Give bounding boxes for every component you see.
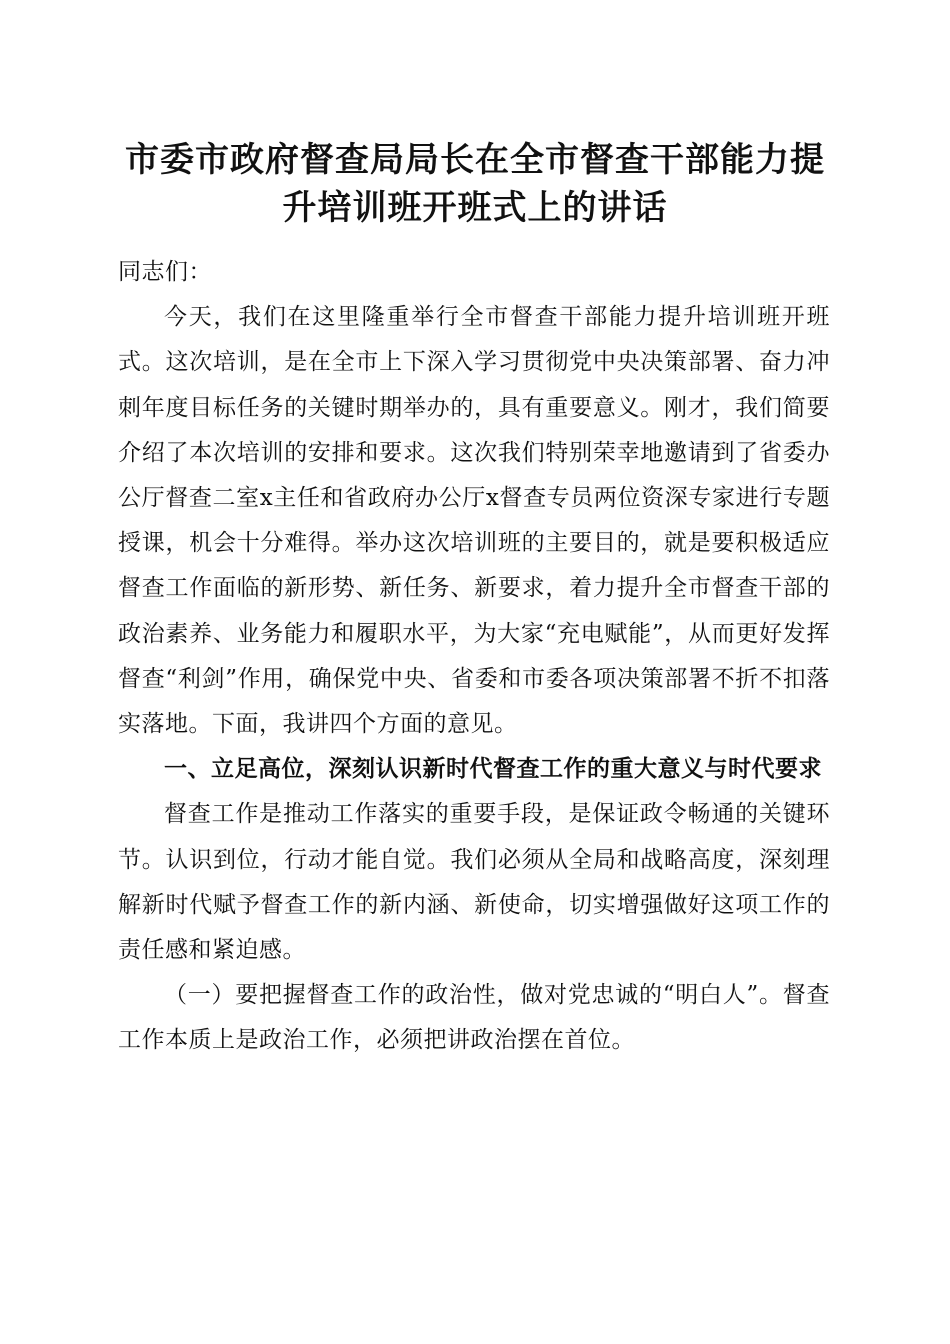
document-body — [118, 250, 830, 1064]
section-1-paragraph: 督查工作是推动工作落实的重要手段，是保证政令畅通的关键环节。认识到位，行动才能自觉。我们必须从全局和战略高度，深刻理解新时代赋予督查工作的新内涵、新使命，切实增强做好这项工作的责任感和紧迫感。 — [118, 801, 830, 964]
section-1-heading: 一、立足高位，深刻认识新时代督查工作的重大意义与时代要求 — [164, 756, 822, 783]
intro-paragraph: 今天，我们在这里隆重举行全市督查干部能力提升培训班开班式。这次培训，是在全市上下深入学习贯彻党中央决策部署、奋力冲刺年度目标任务的关键时期举办的，具有重要意义。刚才，我们简要介绍了本次培训的安排和要求。这次我们特别荣幸地邀请到了省委办公厅督查二室x主任和省政府办公厅x督查专员两位资深专家进行专题授课，机会十分难得。举办这次培训班的主要目的，就是要积极适应督查工作面临的新形势、新任务、新要求，着力提升全市督查干部的政治素养、业务能力和履职水平，为大家“充电赋能”，从而更好发挥督查“利剑”作用，确保党中央、省委和市委各项决策部署不折不扣落实落地。下面，我讲四个方面的意见。 — [118, 304, 830, 738]
title-line-2: 升培训班开班式上的讲话 — [282, 188, 668, 228]
title-line-1: 市委市政府督查局局长在全市督查干部能力提 — [125, 140, 825, 180]
salutation: 同志们： — [118, 259, 212, 285]
document-title — [100, 136, 850, 232]
subsection-1-paragraph: （一）要把握督查工作的政治性，做对党忠诚的“明白人”。督查工作本质上是政治工作，必须把讲政治摆在首位。 — [118, 982, 830, 1054]
